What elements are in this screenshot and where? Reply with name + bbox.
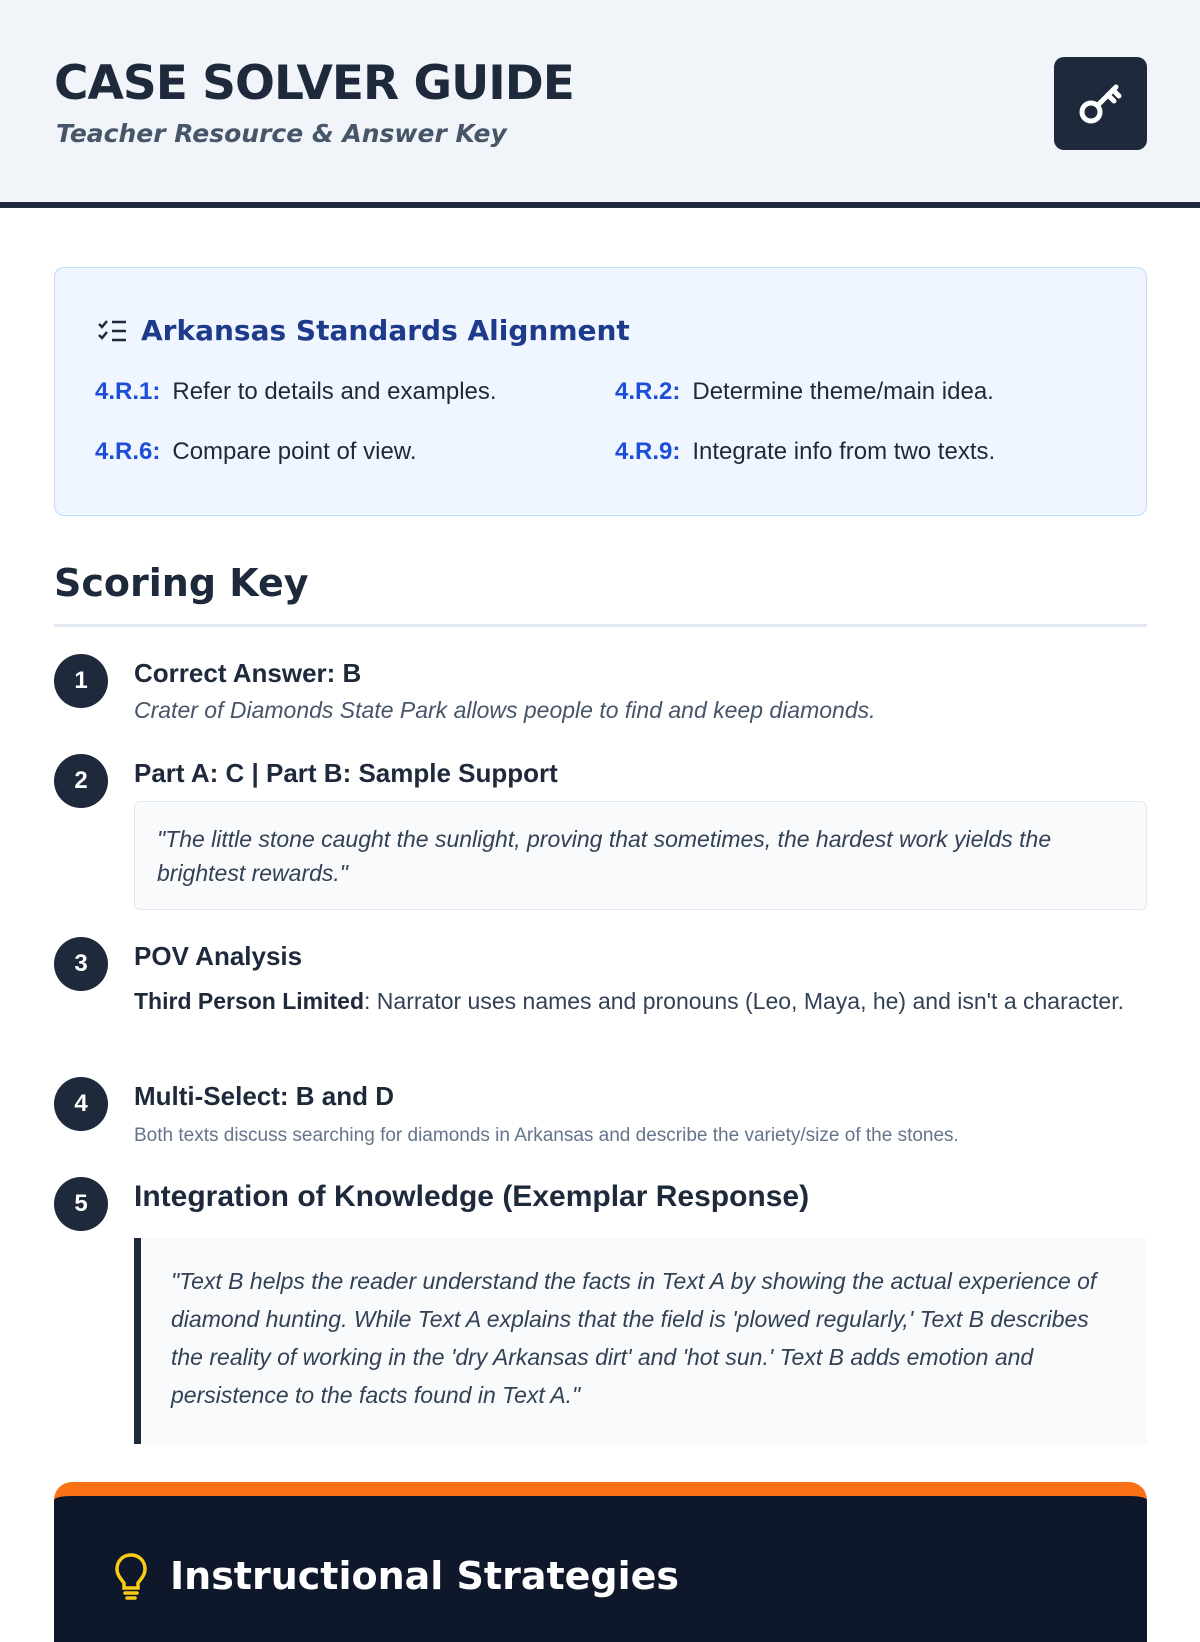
standards-heading xyxy=(97,314,630,347)
standards-panel xyxy=(54,267,1147,516)
item-heading: Integration of Knowledge (Exemplar Response) xyxy=(134,1180,810,1213)
item-heading: POV Analysis xyxy=(134,941,303,971)
standard-item xyxy=(95,438,416,466)
standard-code: 4.R.6: xyxy=(95,438,161,465)
item-number-badge: 5 xyxy=(54,1177,108,1231)
sample-support-quote: "The little stone caught the sunlight, proving that sometimes, the hardest work yields the brightest rewards." xyxy=(134,801,1147,910)
standard-text: Integrate info from two texts. xyxy=(692,438,996,465)
scoring-key-title: Scoring Key xyxy=(54,561,309,605)
lightbulb-icon xyxy=(114,1552,148,1600)
item-heading: Multi-Select: B and D xyxy=(134,1081,395,1111)
page-subtitle: Teacher Resource & Answer Key xyxy=(56,119,507,148)
item-number-badge: 4 xyxy=(54,1077,108,1131)
standard-text: Determine theme/main idea. xyxy=(692,378,994,405)
instructional-strategies-panel xyxy=(54,1482,1147,1642)
pov-type: Third Person Limited xyxy=(134,988,365,1014)
strategies-heading xyxy=(114,1552,679,1600)
standard-text: Refer to details and examples. xyxy=(172,378,497,405)
item-number-badge: 2 xyxy=(54,754,108,808)
item-number-badge: 3 xyxy=(54,937,108,991)
header xyxy=(0,0,1200,208)
standard-item xyxy=(615,378,994,406)
key-icon xyxy=(1074,77,1128,131)
item-heading: Correct Answer: B xyxy=(134,658,362,688)
key-badge xyxy=(1054,57,1147,150)
pov-explanation xyxy=(134,984,1134,1018)
standard-code: 4.R.2: xyxy=(615,378,681,405)
standard-code: 4.R.1: xyxy=(95,378,161,405)
item-number-badge: 1 xyxy=(54,654,108,708)
exemplar-response-quote: "Text B helps the reader understand the facts in Text A by showing the actual experience of diamond hunting. While Text A explains that the field is 'plowed regularly,' Text B describes the reality of working in the 'dry Arkansas dirt' and 'hot sun.' Text B adds emotion and persistence to the facts found in Text A." xyxy=(134,1238,1147,1444)
standard-item xyxy=(95,378,497,406)
item-note: Crater of Diamonds State Park allows people to find and keep diamonds. xyxy=(134,697,876,723)
pov-detail: : Narrator uses names and pronouns (Leo, Maya, he) and isn't a character. xyxy=(364,988,1124,1014)
item-note: Both texts discuss searching for diamonds in Arkansas and describe the variety/size of the stones. xyxy=(134,1125,959,1146)
standard-code: 4.R.9: xyxy=(615,438,681,465)
checklist-icon xyxy=(97,318,127,344)
standards-title: Arkansas Standards Alignment xyxy=(141,314,630,347)
standard-item xyxy=(615,438,995,466)
strategies-title: Instructional Strategies xyxy=(170,1554,680,1598)
item-heading: Part A: C | Part B: Sample Support xyxy=(134,758,558,788)
divider xyxy=(54,624,1147,627)
page-title: CASE SOLVER GUIDE xyxy=(54,56,574,111)
standard-text: Compare point of view. xyxy=(172,438,417,465)
